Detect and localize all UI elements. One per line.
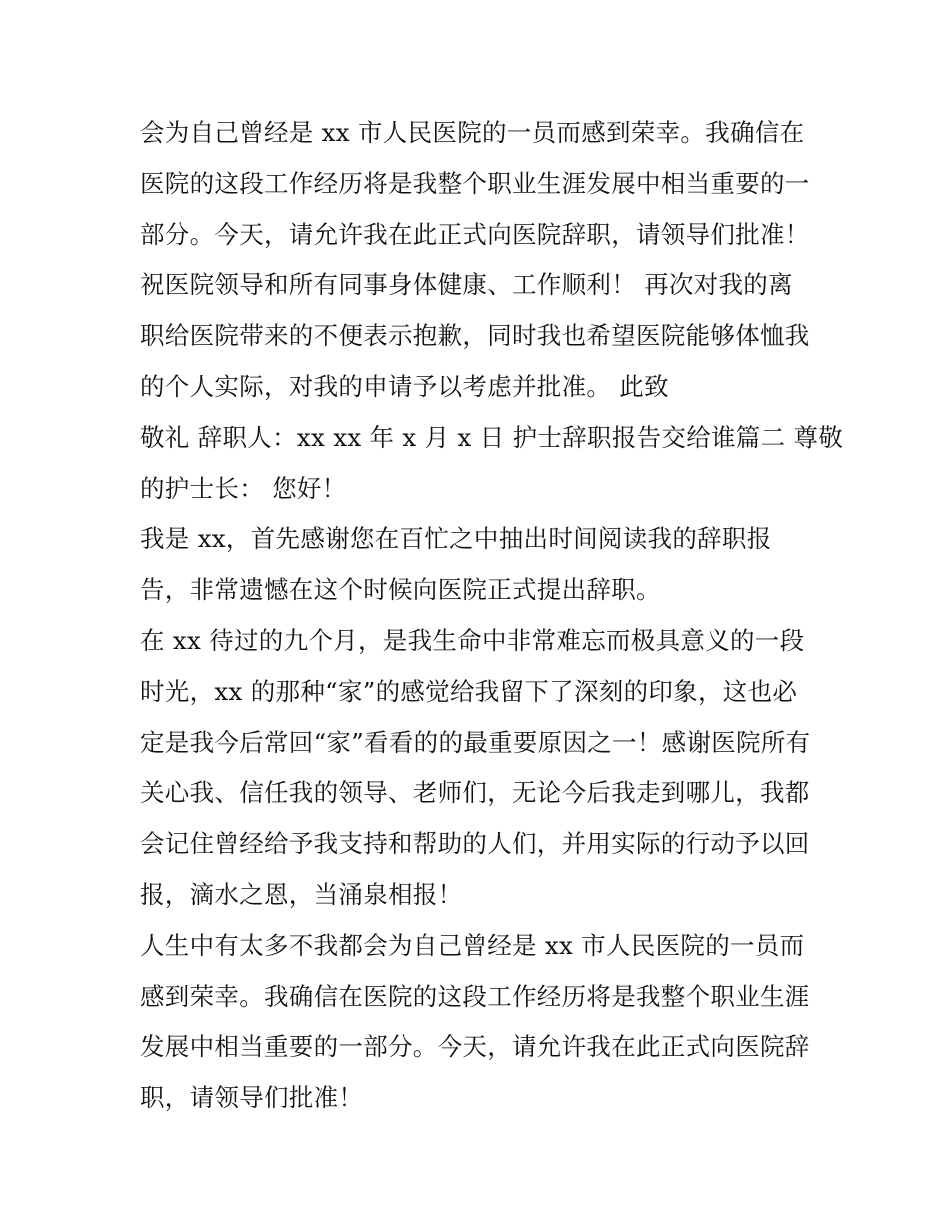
text-line: 医院的这段工作经历将是我整个职业生涯发展中相当重要的一 bbox=[140, 168, 810, 198]
text-line: 部分。今天，请允许我在此正式向医院辞职，请领导们批准！ bbox=[140, 219, 810, 249]
text-line: 发展中相当重要的一部分。今天，请允许我在此正式向医院辞 bbox=[140, 1032, 810, 1062]
text-line: 感到荣幸。我确信在医院的这段工作经历将是我整个职业生涯 bbox=[140, 981, 810, 1011]
text-line: 告，非常遗憾在这个时候向医院正式提出辞职。 bbox=[140, 575, 661, 605]
text-line: 时光，xx 的那种“家”的感觉给我留下了深刻的印象，这也必 bbox=[140, 676, 798, 706]
letter-body bbox=[140, 108, 844, 1124]
text-line: 的护士长： 您好！ bbox=[140, 473, 347, 503]
text-line: 职给医院带来的不便表示抱歉，同时我也希望医院能够体恤我 bbox=[140, 321, 810, 351]
text-line: 定是我今后常回“家”看看的的最重要原因之一！感谢医院所有 bbox=[140, 727, 811, 757]
text-line: 敬礼 辞职人：xx xx 年 x 月 x 日 护士辞职报告交给谁篇二 尊敬 bbox=[140, 422, 844, 452]
text-line: 人生中有太多不我都会为自己曾经是 xx 市人民医院的一员而 bbox=[140, 930, 805, 960]
text-line: 会为自己曾经是 xx 市人民医院的一员而感到荣幸。我确信在 bbox=[140, 118, 805, 147]
text-line: 的个人实际，对我的申请予以考虑并批准。 此致 bbox=[140, 371, 669, 401]
text-line: 我是 xx，首先感谢您在百忙之中抽出时间阅读我的辞职报 bbox=[140, 524, 772, 554]
text-line: 报，滴水之恩，当涌泉相报！ bbox=[140, 879, 463, 909]
text-line: 关心我、信任我的领导、老师们，无论今后我走到哪儿，我都 bbox=[140, 778, 810, 808]
text-line: 祝医院领导和所有同事身体健康、工作顺利！ 再次对我的离 bbox=[140, 270, 793, 300]
text-line: 职，请领导们批准！ bbox=[140, 1083, 364, 1113]
text-line: 在 xx 待过的九个月，是我生命中非常难忘而极具意义的一段 bbox=[140, 625, 805, 655]
text-line: 会记住曾经给予我支持和帮助的人们，并用实际的行动予以回 bbox=[140, 829, 810, 859]
